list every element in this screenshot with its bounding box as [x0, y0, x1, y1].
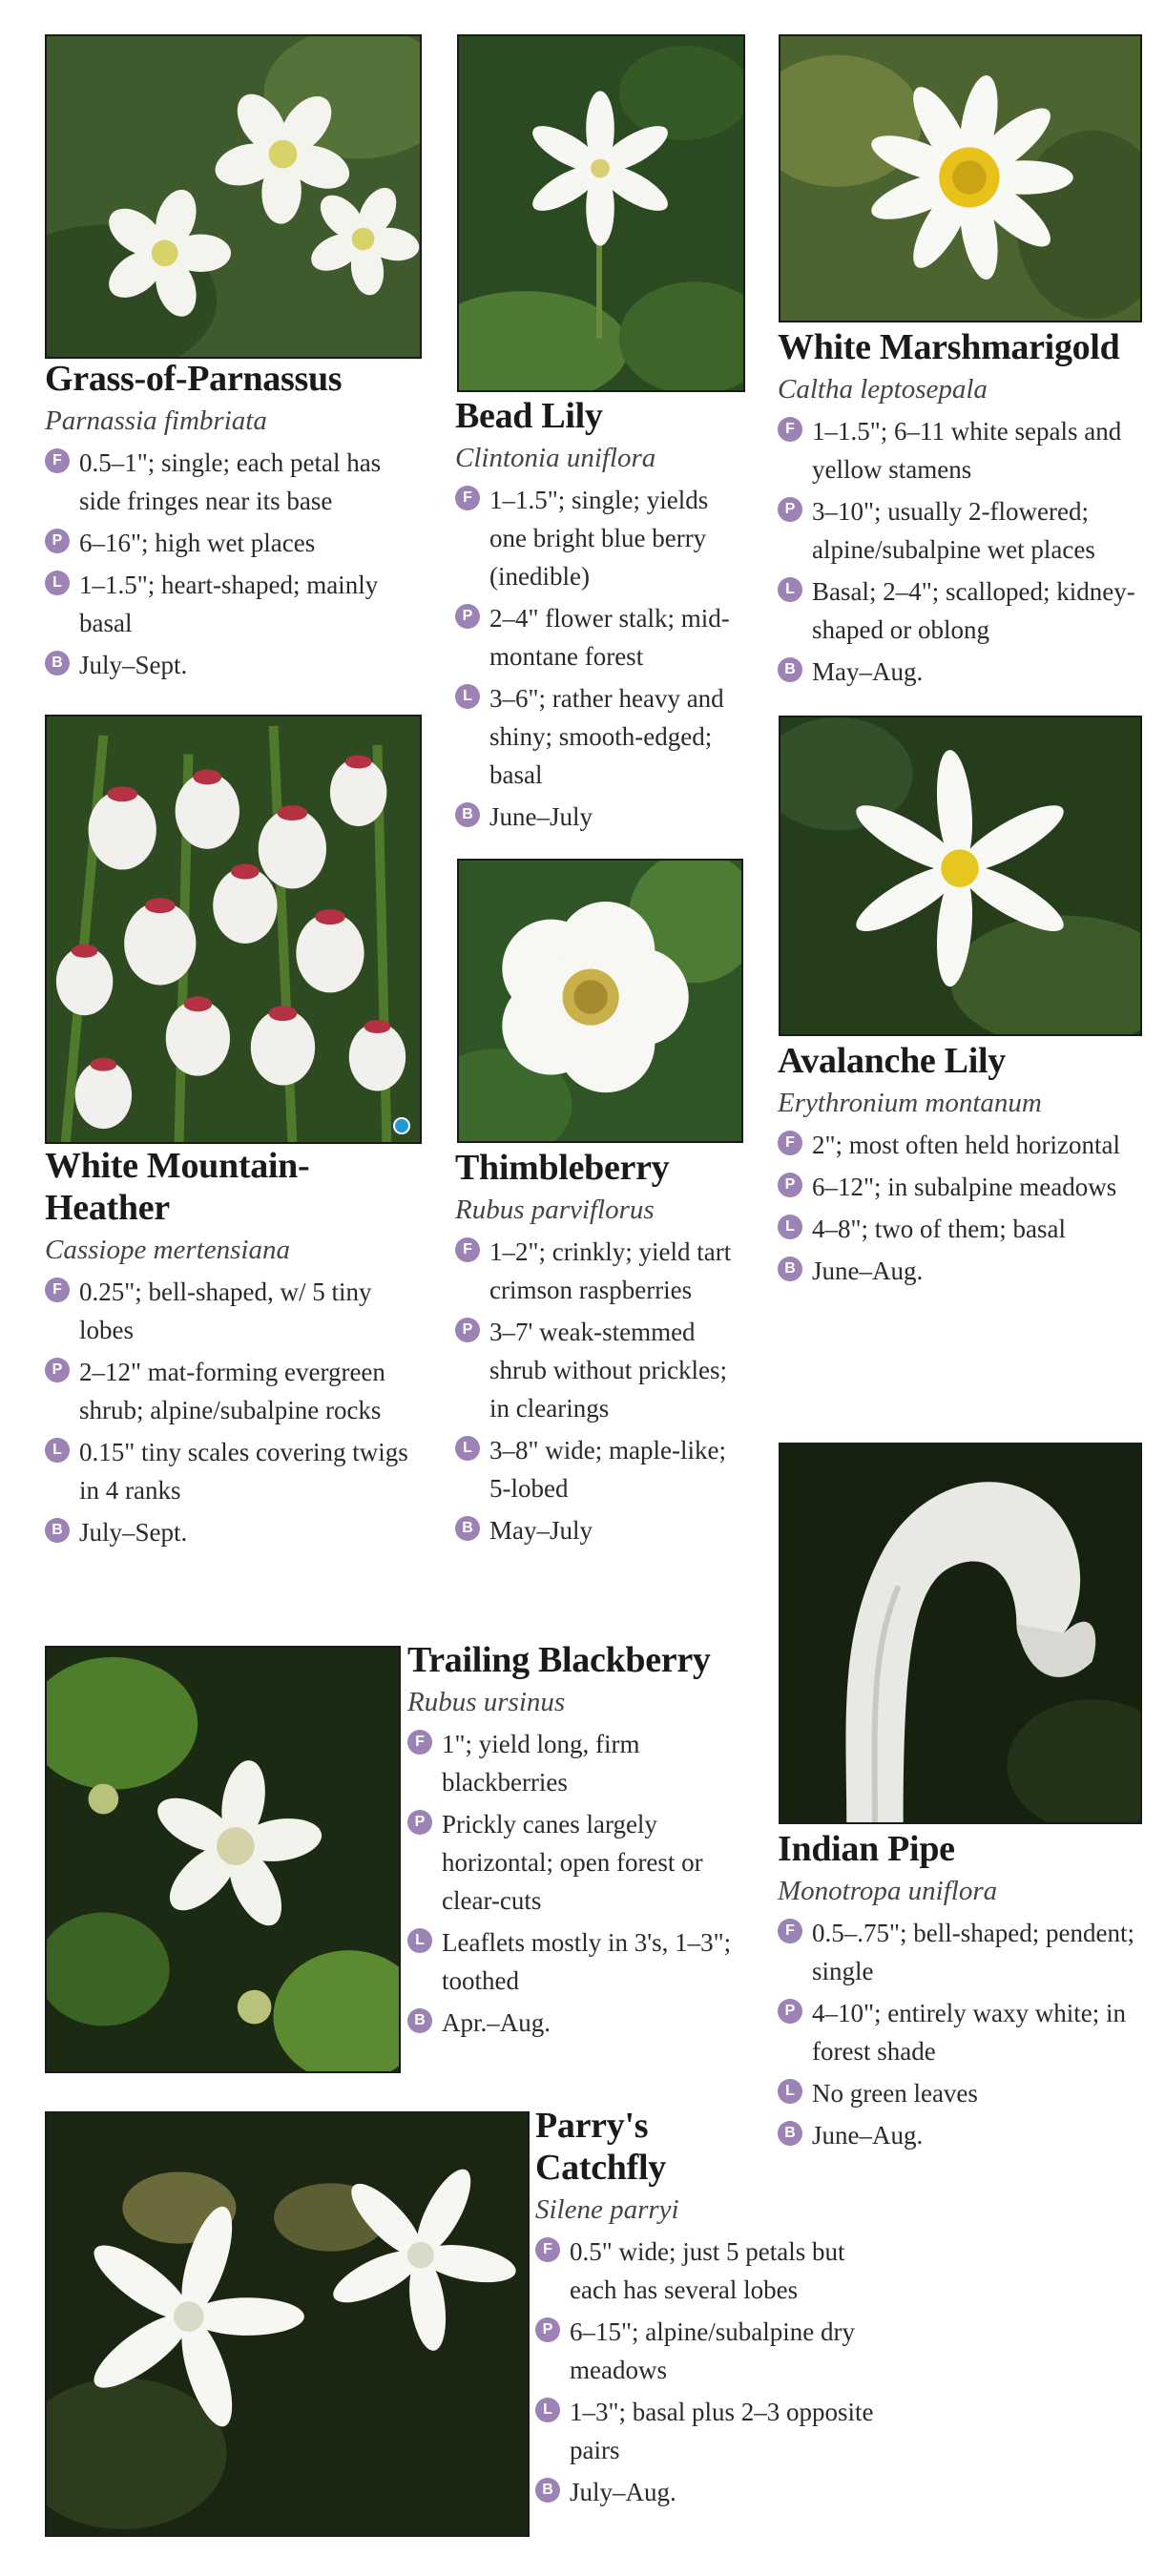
plant-row: [778, 492, 1150, 569]
species-latin-name: Caltha leptosepala: [778, 374, 988, 405]
bloom-text: Apr.–Aug.: [442, 2008, 551, 2037]
bloom-text: June–Aug.: [812, 2121, 924, 2150]
leaves-row: [455, 1431, 741, 1507]
entry-avalanche-lily: [778, 1040, 1150, 1290]
leaves-text: No green leaves: [812, 2079, 978, 2108]
bloom-row: [45, 646, 426, 684]
plant-text: 3–7' weak-stemmed shrub without prickles; in clearings: [489, 1318, 727, 1423]
plant-row: [45, 1353, 426, 1429]
entry-bead-lily: [455, 395, 741, 836]
leaves-text: 4–8"; two of them; basal: [812, 1215, 1066, 1243]
species-title: Parry's Catchfly: [535, 2106, 666, 2188]
flower-text: 1–2"; crinkly; yield tart crimson raspberries: [489, 1237, 732, 1304]
photo-grass-of-parnassus: [45, 34, 422, 359]
flower-badge: F: [45, 448, 70, 473]
bloom-badge: B: [455, 802, 480, 827]
plant-row: [45, 524, 426, 562]
leaves-badge: L: [535, 2398, 560, 2422]
plant-badge: P: [778, 1173, 802, 1197]
bloom-badge: B: [778, 1257, 802, 1281]
bloom-row: [455, 798, 741, 836]
flower-row: [455, 481, 741, 595]
flower-row: [45, 444, 426, 520]
flower-row: [407, 1725, 751, 1801]
plant-badge: P: [778, 497, 802, 522]
flower-row: [45, 1273, 426, 1349]
species-title: Grass-of-Parnassus: [45, 359, 343, 399]
plant-text: 2–12" mat-forming evergreen shrub; alpine/subalpine rocks: [79, 1358, 385, 1424]
leaves-badge: L: [407, 1928, 432, 1953]
photo-white-marshmarigold: [779, 34, 1142, 322]
bloom-badge: B: [455, 1516, 480, 1541]
plant-text: 4–10"; entirely waxy white; in forest shade: [812, 1999, 1126, 2066]
photo-parrys-catchfly: [45, 2111, 530, 2537]
bloom-badge: B: [45, 651, 70, 675]
species-latin-name: Monotropa uniflora: [778, 1876, 998, 1906]
flower-text: 0.25"; bell-shaped, w/ 5 tiny lobes: [79, 1278, 372, 1344]
leaves-row: [45, 566, 426, 642]
entry-trailing-blackberry: [407, 1639, 751, 2042]
bloom-text: July–Aug.: [570, 2478, 676, 2506]
flower-badge: F: [778, 1131, 802, 1155]
leaves-text: 1–1.5"; heart-shaped; mainly basal: [79, 571, 379, 637]
species-latin-name: Clintonia uniflora: [455, 443, 656, 473]
species-latin-name: Erythronium montanum: [778, 1088, 1042, 1118]
species-latin-name: Cassiope mertensiana: [45, 1235, 290, 1265]
flower-row: [778, 1126, 1150, 1164]
bloom-text: May–July: [489, 1516, 593, 1545]
plant-text: 6–12"; in subalpine meadows: [812, 1173, 1117, 1201]
leaves-row: [455, 679, 741, 794]
entry-white-marshmarigold: [778, 326, 1150, 691]
entry-white-mountain-heather: [45, 1145, 426, 1551]
species-title: White Marshmarigold: [778, 327, 1120, 367]
leaves-badge: L: [455, 1436, 480, 1461]
plant-text: 3–10"; usually 2-flowered; alpine/subalpine wet places: [812, 497, 1095, 564]
entry-thimbleberry: [455, 1147, 741, 1549]
leaves-text: 1–3"; basal plus 2–3 opposite pairs: [570, 2398, 874, 2464]
leaves-badge: L: [45, 571, 70, 595]
flower-badge: F: [455, 1237, 480, 1262]
leaves-badge: L: [778, 1215, 802, 1239]
plant-row: [455, 1313, 741, 1427]
species-latin-name: Rubus ursinus: [407, 1687, 566, 1717]
flower-row: [455, 1233, 741, 1309]
photo-trailing-blackberry: [45, 1646, 401, 2073]
species-latin-name: Rubus parviflorus: [455, 1195, 655, 1225]
flower-text: 0.5–1"; single; each petal has side fringes near its base: [79, 448, 382, 515]
species-title: Bead Lily: [455, 396, 603, 436]
species-latin-name: Silene parryi: [535, 2194, 679, 2225]
flower-row: [535, 2233, 879, 2309]
species-title: Thimbleberry: [455, 1148, 670, 1188]
flower-text: 1"; yield long, firm blackberries: [442, 1730, 640, 1797]
plant-badge: P: [535, 2317, 560, 2342]
bloom-row: [45, 1513, 426, 1551]
leaves-badge: L: [778, 2079, 802, 2104]
photo-avalanche-lily: [779, 716, 1142, 1036]
flower-badge: F: [407, 1730, 432, 1755]
bloom-badge: B: [778, 2121, 802, 2146]
bloom-row: [535, 2473, 879, 2511]
leaves-badge: L: [455, 684, 480, 709]
plant-badge: P: [407, 1810, 432, 1835]
bloom-row: [778, 1252, 1150, 1290]
leaves-row: [45, 1433, 426, 1509]
flower-text: 0.5–.75"; bell-shaped; pendent; single: [812, 1919, 1134, 1985]
plant-text: 2–4" flower stalk; mid-montane forest: [489, 604, 730, 671]
plant-row: [455, 599, 741, 675]
leaves-text: Basal; 2–4"; scalloped; kidney-shaped or oblong: [812, 577, 1135, 644]
plant-row: [407, 1805, 751, 1920]
flower-text: 1–1.5"; 6–11 white sepals and yellow stamens: [812, 417, 1122, 484]
leaves-row: [778, 572, 1150, 649]
plant-row: [535, 2313, 879, 2389]
plant-text: 6–15"; alpine/subalpine dry meadows: [570, 2317, 855, 2384]
bloom-text: June–Aug.: [812, 1257, 924, 1285]
leaves-text: 3–8" wide; maple-like; 5-lobed: [489, 1436, 726, 1503]
flower-text: 0.5" wide; just 5 petals but each has several lobes: [570, 2237, 845, 2304]
bloom-text: May–Aug.: [812, 657, 924, 686]
plant-text: Prickly canes largely horizontal; open forest or clear-cuts: [442, 1810, 703, 1915]
plant-text: 6–16"; high wet places: [79, 529, 316, 557]
plant-row: [778, 1168, 1150, 1206]
bloom-row: [455, 1511, 741, 1549]
species-title: Avalanche Lily: [778, 1041, 1006, 1081]
bloom-row: [407, 2004, 751, 2042]
photo-bead-lily: [457, 34, 745, 392]
leaves-text: 3–6"; rather heavy and shiny; smooth-edged; basal: [489, 684, 724, 789]
plant-badge: P: [455, 604, 480, 629]
entry-parrys-catchfly: [535, 2105, 879, 2511]
plant-badge: P: [45, 529, 70, 553]
photo-white-mountain-heather: [45, 715, 422, 1144]
species-title: Indian Pipe: [778, 1829, 955, 1869]
marker-dot: [393, 1117, 410, 1134]
flower-badge: F: [778, 1919, 802, 1943]
photo-thimbleberry: [457, 859, 743, 1143]
plant-badge: P: [45, 1358, 70, 1382]
species-title: White Mountain-Heather: [45, 1146, 310, 1228]
bloom-badge: B: [535, 2478, 560, 2503]
flower-badge: F: [535, 2237, 560, 2262]
plant-row: [778, 1994, 1150, 2070]
flower-text: 1–1.5"; single; yields one bright blue berry (inedible): [489, 486, 709, 591]
bloom-text: June–July: [489, 802, 593, 831]
photo-indian-pipe: [779, 1443, 1142, 1824]
flower-badge: F: [455, 486, 480, 510]
leaves-text: Leaflets mostly in 3's, 1–3"; toothed: [442, 1928, 732, 1995]
flower-text: 2"; most often held horizontal: [812, 1131, 1120, 1159]
flower-row: [778, 412, 1150, 488]
leaves-badge: L: [45, 1438, 70, 1463]
leaves-badge: L: [778, 577, 802, 602]
entry-grass-of-parnassus: [45, 358, 426, 684]
species-latin-name: Parnassia fimbriata: [45, 405, 267, 436]
plant-badge: P: [778, 1999, 802, 2024]
bloom-badge: B: [45, 1518, 70, 1543]
bloom-badge: B: [407, 2008, 432, 2033]
flower-badge: F: [45, 1278, 70, 1302]
plant-badge: P: [455, 1318, 480, 1342]
leaves-text: 0.15" tiny scales covering twigs in 4 ranks: [79, 1438, 408, 1505]
leaves-row: [407, 1923, 751, 2000]
bloom-text: July–Sept.: [79, 651, 188, 679]
leaves-row: [778, 1210, 1150, 1248]
flower-row: [778, 1914, 1150, 1990]
leaves-row: [535, 2393, 879, 2469]
bloom-row: [778, 653, 1150, 691]
species-title: Trailing Blackberry: [407, 1640, 711, 1680]
flower-badge: F: [778, 417, 802, 442]
bloom-text: July–Sept.: [79, 1518, 188, 1547]
bloom-badge: B: [778, 657, 802, 682]
